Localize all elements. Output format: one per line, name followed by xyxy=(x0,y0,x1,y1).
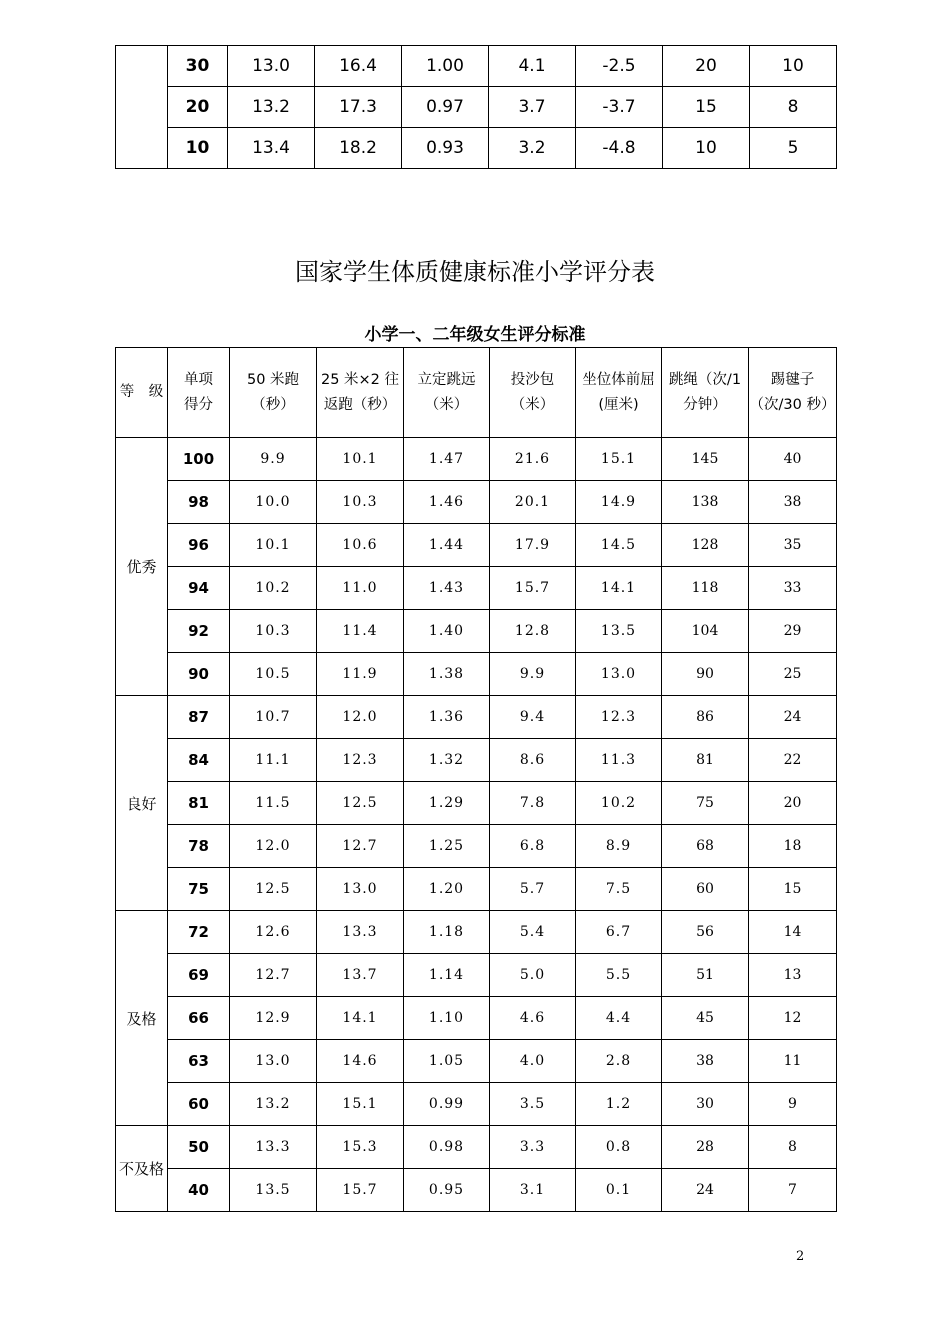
value-cell: 128 xyxy=(662,524,749,567)
value-cell: 10 xyxy=(663,128,750,169)
value-cell: 30 xyxy=(662,1083,749,1126)
value-cell: 5.5 xyxy=(576,954,662,997)
value-cell: 12.5 xyxy=(317,782,404,825)
value-cell: 28 xyxy=(662,1126,749,1169)
value-cell: 13.3 xyxy=(230,1126,317,1169)
header-grade: 等 级 xyxy=(116,348,168,438)
value-cell: 118 xyxy=(662,567,749,610)
value-cell: 14 xyxy=(749,911,837,954)
value-cell: 1.25 xyxy=(404,825,490,868)
value-cell: 17.9 xyxy=(490,524,576,567)
value-cell: 0.93 xyxy=(402,128,489,169)
value-cell: 15 xyxy=(749,868,837,911)
value-cell: 10.7 xyxy=(230,696,317,739)
value-cell: 1.29 xyxy=(404,782,490,825)
table-row xyxy=(116,954,837,997)
value-cell: 25 xyxy=(749,653,837,696)
score-cell: 84 xyxy=(168,739,230,782)
value-cell: 104 xyxy=(662,610,749,653)
value-cell: 56 xyxy=(662,911,749,954)
value-cell: 4.1 xyxy=(489,46,576,87)
table-row xyxy=(116,481,837,524)
value-cell: 14.5 xyxy=(576,524,662,567)
value-cell: 11.0 xyxy=(317,567,404,610)
value-cell: 20 xyxy=(663,46,750,87)
value-cell: 15.7 xyxy=(317,1169,404,1212)
value-cell: 8.6 xyxy=(490,739,576,782)
table-row xyxy=(116,128,837,169)
value-cell: 81 xyxy=(662,739,749,782)
value-cell: 13.2 xyxy=(228,87,315,128)
value-cell: 12.0 xyxy=(317,696,404,739)
value-cell: 1.2 xyxy=(576,1083,662,1126)
value-cell: 20.1 xyxy=(490,481,576,524)
value-cell: 7.5 xyxy=(576,868,662,911)
value-cell: 138 xyxy=(662,481,749,524)
value-cell: 10.6 xyxy=(317,524,404,567)
value-cell: 5.0 xyxy=(490,954,576,997)
table-row xyxy=(116,1083,837,1126)
value-cell: 18.2 xyxy=(315,128,402,169)
value-cell: 11.5 xyxy=(230,782,317,825)
value-cell: 14.6 xyxy=(317,1040,404,1083)
value-cell: 3.1 xyxy=(490,1169,576,1212)
table-row xyxy=(116,653,837,696)
value-cell: 14.9 xyxy=(576,481,662,524)
value-cell: 12.8 xyxy=(490,610,576,653)
value-cell: 7 xyxy=(749,1169,837,1212)
value-cell: 1.18 xyxy=(404,911,490,954)
header-shuttlecock-kick: 踢毽子 （次/30 秒） xyxy=(749,348,837,438)
page-number: 2 xyxy=(796,1249,805,1264)
value-cell: 15.1 xyxy=(317,1083,404,1126)
value-cell: 1.47 xyxy=(404,438,490,481)
value-cell: 8 xyxy=(750,87,837,128)
table-row xyxy=(116,782,837,825)
score-cell: 81 xyxy=(168,782,230,825)
table-row xyxy=(116,567,837,610)
table-row xyxy=(116,911,837,954)
value-cell: 5.4 xyxy=(490,911,576,954)
value-cell: 1.46 xyxy=(404,481,490,524)
grade-cell: 良好 xyxy=(116,696,168,911)
value-cell: 60 xyxy=(662,868,749,911)
value-cell: 1.10 xyxy=(404,997,490,1040)
score-cell: 100 xyxy=(168,438,230,481)
value-cell: 0.1 xyxy=(576,1169,662,1212)
value-cell: 0.95 xyxy=(404,1169,490,1212)
table-row xyxy=(116,1169,837,1212)
table-row xyxy=(116,524,837,567)
value-cell: 10.5 xyxy=(230,653,317,696)
table-row xyxy=(116,438,837,481)
value-cell: 14.1 xyxy=(317,997,404,1040)
value-cell: 17.3 xyxy=(315,87,402,128)
value-cell: 1.36 xyxy=(404,696,490,739)
page-title: 国家学生体质健康标准小学评分表 xyxy=(295,258,655,286)
value-cell: 13.5 xyxy=(576,610,662,653)
value-cell: 5.7 xyxy=(490,868,576,911)
value-cell: 1.05 xyxy=(404,1040,490,1083)
table-row xyxy=(116,46,837,87)
value-cell: 13.3 xyxy=(317,911,404,954)
value-cell: 9.9 xyxy=(230,438,317,481)
value-cell: 11.1 xyxy=(230,739,317,782)
value-cell: 1.14 xyxy=(404,954,490,997)
value-cell: 10.0 xyxy=(230,481,317,524)
table-row xyxy=(116,1040,837,1083)
grade-cell: 不及格 xyxy=(116,1126,168,1212)
header-rope-skipping: 跳绳（次/1 分钟） xyxy=(662,348,749,438)
value-cell: 15.3 xyxy=(317,1126,404,1169)
value-cell: 4.6 xyxy=(490,997,576,1040)
header-standing-jump: 立定跳远 （米） xyxy=(404,348,490,438)
table-row xyxy=(116,87,837,128)
value-cell: 10.1 xyxy=(230,524,317,567)
value-cell: 12.6 xyxy=(230,911,317,954)
score-cell: 98 xyxy=(168,481,230,524)
value-cell: 13 xyxy=(749,954,837,997)
score-cell: 60 xyxy=(168,1083,230,1126)
value-cell: 5 xyxy=(750,128,837,169)
value-cell: 9.4 xyxy=(490,696,576,739)
value-cell: 13.7 xyxy=(317,954,404,997)
score-cell: 96 xyxy=(168,524,230,567)
table-row xyxy=(116,997,837,1040)
value-cell: 1.32 xyxy=(404,739,490,782)
value-cell: 13.0 xyxy=(228,46,315,87)
value-cell: 145 xyxy=(662,438,749,481)
value-cell: 38 xyxy=(662,1040,749,1083)
value-cell: 18 xyxy=(749,825,837,868)
score-cell: 87 xyxy=(168,696,230,739)
value-cell: 1.20 xyxy=(404,868,490,911)
value-cell: 12.3 xyxy=(317,739,404,782)
value-cell: 22 xyxy=(749,739,837,782)
value-cell: 12.7 xyxy=(317,825,404,868)
scoring-table xyxy=(115,347,837,1212)
value-cell: 12.0 xyxy=(230,825,317,868)
value-cell: 4.0 xyxy=(490,1040,576,1083)
value-cell: 10.2 xyxy=(576,782,662,825)
value-cell: 12.3 xyxy=(576,696,662,739)
value-cell: 11.9 xyxy=(317,653,404,696)
score-cell: 30 xyxy=(168,46,228,87)
score-cell: 78 xyxy=(168,825,230,868)
value-cell: 11.3 xyxy=(576,739,662,782)
value-cell: 9.9 xyxy=(490,653,576,696)
value-cell: 3.3 xyxy=(490,1126,576,1169)
continuation-table xyxy=(115,45,837,169)
value-cell: 0.8 xyxy=(576,1126,662,1169)
value-cell: 16.4 xyxy=(315,46,402,87)
value-cell: 21.6 xyxy=(490,438,576,481)
value-cell: 13.0 xyxy=(230,1040,317,1083)
value-cell: 12 xyxy=(749,997,837,1040)
value-cell: 24 xyxy=(749,696,837,739)
value-cell: 1.43 xyxy=(404,567,490,610)
value-cell: 1.44 xyxy=(404,524,490,567)
value-cell: 7.8 xyxy=(490,782,576,825)
value-cell: 13.4 xyxy=(228,128,315,169)
score-cell: 92 xyxy=(168,610,230,653)
value-cell: 13.2 xyxy=(230,1083,317,1126)
value-cell: 45 xyxy=(662,997,749,1040)
value-cell: 3.2 xyxy=(489,128,576,169)
score-cell: 66 xyxy=(168,997,230,1040)
grade-cell: 及格 xyxy=(116,911,168,1126)
header-score: 单项 得分 xyxy=(168,348,230,438)
value-cell: 0.98 xyxy=(404,1126,490,1169)
score-cell: 63 xyxy=(168,1040,230,1083)
table-row xyxy=(116,739,837,782)
value-cell: 6.8 xyxy=(490,825,576,868)
score-cell: 90 xyxy=(168,653,230,696)
value-cell: 86 xyxy=(662,696,749,739)
value-cell: 35 xyxy=(749,524,837,567)
table-row xyxy=(116,696,837,739)
score-cell: 72 xyxy=(168,911,230,954)
value-cell: 11.4 xyxy=(317,610,404,653)
table-row xyxy=(116,610,837,653)
value-cell: 40 xyxy=(749,438,837,481)
value-cell: 10 xyxy=(750,46,837,87)
value-cell: 68 xyxy=(662,825,749,868)
value-cell: 33 xyxy=(749,567,837,610)
value-cell: 12.5 xyxy=(230,868,317,911)
value-cell: -3.7 xyxy=(576,87,663,128)
score-cell: 75 xyxy=(168,868,230,911)
value-cell: 90 xyxy=(662,653,749,696)
value-cell: 1.40 xyxy=(404,610,490,653)
score-cell: 10 xyxy=(168,128,228,169)
value-cell: 10.3 xyxy=(317,481,404,524)
table-row xyxy=(116,825,837,868)
value-cell: 51 xyxy=(662,954,749,997)
value-cell: 8.9 xyxy=(576,825,662,868)
value-cell: 12.7 xyxy=(230,954,317,997)
header-sandbag-throw: 投沙包 （米） xyxy=(490,348,576,438)
value-cell: 24 xyxy=(662,1169,749,1212)
value-cell: 3.7 xyxy=(489,87,576,128)
value-cell: 2.8 xyxy=(576,1040,662,1083)
grade-cell: 优秀 xyxy=(116,438,168,696)
value-cell: 6.7 xyxy=(576,911,662,954)
value-cell: 3.5 xyxy=(490,1083,576,1126)
value-cell: 20 xyxy=(749,782,837,825)
value-cell: 13.0 xyxy=(317,868,404,911)
value-cell: 10.1 xyxy=(317,438,404,481)
value-cell: 0.97 xyxy=(402,87,489,128)
value-cell: -4.8 xyxy=(576,128,663,169)
score-cell: 50 xyxy=(168,1126,230,1169)
value-cell: 75 xyxy=(662,782,749,825)
value-cell: 10.3 xyxy=(230,610,317,653)
value-cell: 14.1 xyxy=(576,567,662,610)
value-cell: 10.2 xyxy=(230,567,317,610)
header-shuttle-run: 25 米×2 往 返跑（秒） xyxy=(317,348,404,438)
value-cell: 9 xyxy=(749,1083,837,1126)
value-cell: 15.1 xyxy=(576,438,662,481)
value-cell: 13.0 xyxy=(576,653,662,696)
value-cell: 13.5 xyxy=(230,1169,317,1212)
score-cell: 69 xyxy=(168,954,230,997)
value-cell: 29 xyxy=(749,610,837,653)
value-cell: 8 xyxy=(749,1126,837,1169)
header-50m-run: 50 米跑 （秒） xyxy=(230,348,317,438)
header-sit-and-reach: 坐位体前屈 (厘米) xyxy=(576,348,662,438)
value-cell: 15.7 xyxy=(490,567,576,610)
value-cell: 1.00 xyxy=(402,46,489,87)
value-cell: 0.99 xyxy=(404,1083,490,1126)
value-cell: 4.4 xyxy=(576,997,662,1040)
table-subtitle: 小学一、二年级女生评分标准 xyxy=(364,325,586,345)
value-cell: 38 xyxy=(749,481,837,524)
score-cell: 20 xyxy=(168,87,228,128)
table-header-row xyxy=(116,348,837,438)
table-row xyxy=(116,1126,837,1169)
value-cell: 1.38 xyxy=(404,653,490,696)
value-cell: 15 xyxy=(663,87,750,128)
value-cell: 12.9 xyxy=(230,997,317,1040)
grade-cell xyxy=(116,46,168,169)
value-cell: -2.5 xyxy=(576,46,663,87)
score-cell: 94 xyxy=(168,567,230,610)
table-row xyxy=(116,868,837,911)
score-cell: 40 xyxy=(168,1169,230,1212)
value-cell: 11 xyxy=(749,1040,837,1083)
